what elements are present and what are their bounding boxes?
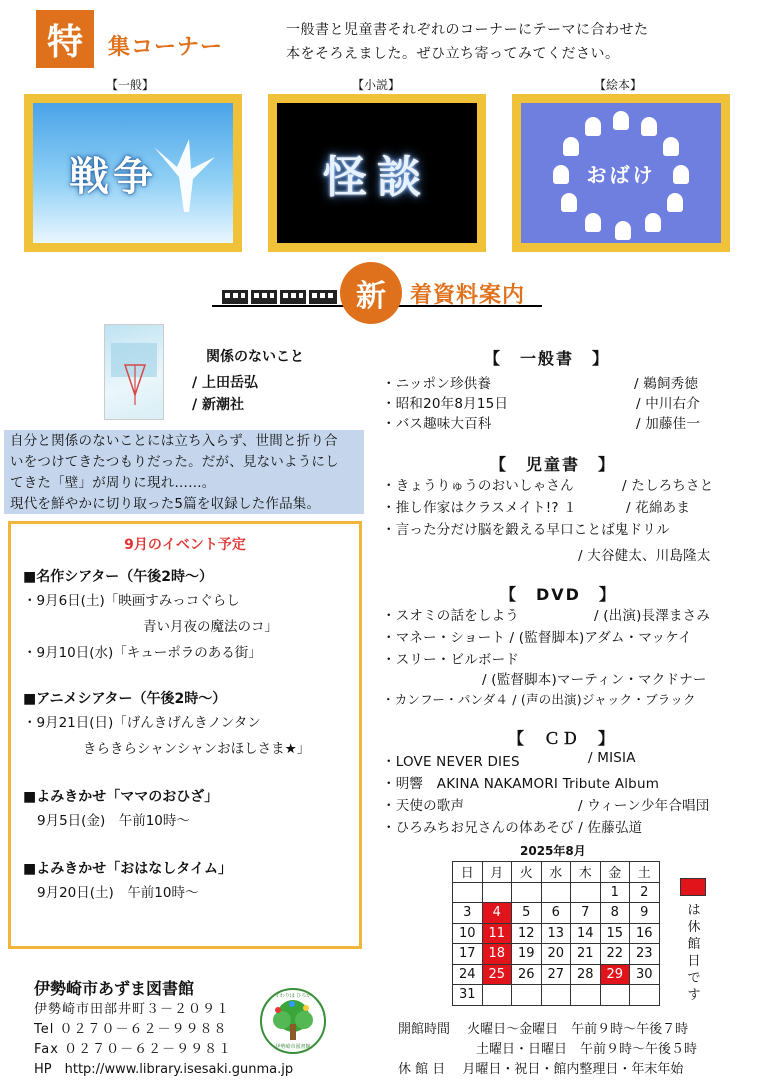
calendar-weekday: 日	[453, 862, 483, 883]
event-heading: ■名作シアター（午後2時～）	[23, 569, 213, 585]
feature-ghost-story-title: 怪談	[323, 152, 431, 203]
calendar-weekday: 土	[630, 862, 660, 883]
featured-book-author: / 上田岳弘	[192, 375, 258, 391]
calendar-day: 7	[571, 903, 601, 924]
calendar-day: 19	[512, 944, 542, 965]
calendar-day: 23	[630, 944, 660, 965]
events-title: 9月のイベント予定	[124, 537, 246, 553]
intro-line-2: 本をそろえました。ぜひ立ち寄ってみてください。	[286, 46, 620, 62]
list-item: ・ニッポン珍供養 / 鵜飼秀徳	[382, 376, 699, 392]
event-line: 9月5日(金) 午前10時～	[37, 813, 190, 829]
event-heading: ■アニメシアター（午後2時～）	[23, 691, 227, 707]
calendar-weekday: 月	[482, 862, 512, 883]
intro-text	[286, 18, 726, 66]
featured-book-description	[4, 430, 364, 514]
ghost-icon	[615, 221, 631, 240]
event-heading: ■よみきかせ「ママのおひざ」	[23, 789, 219, 805]
desc-line: 自分と関係のないことには立ち入らず、世間と折り合	[10, 433, 338, 449]
bird-icon	[149, 137, 219, 217]
logo-caption-bottom: 伊勢崎市図書館	[275, 1044, 311, 1050]
logo-caption-top: まずわりは ひろがる	[269, 993, 317, 999]
calendar-day: 21	[571, 944, 601, 965]
section-dvd-heading: 【 DVD 】	[500, 585, 617, 604]
ghost-icon	[613, 111, 629, 130]
calendar-weekday: 金	[600, 862, 630, 883]
desc-line: てきた「壁」が周りに現れ……。	[10, 475, 216, 491]
closed-days: 休 館 日 月曜日・祝日・館内整理日・年末年始	[398, 1062, 684, 1077]
calendar-day	[482, 985, 512, 1006]
opening-hours-weekend: 土曜日・日曜日 午前９時～午後５時	[476, 1042, 698, 1057]
event-line: 青い月夜の魔法のコ」	[143, 619, 278, 635]
ghost-icon	[585, 213, 601, 232]
calendar-day	[541, 985, 571, 1006]
list-item: ・言った分だけ脳を鍛える早口ことば鬼ドリル	[382, 522, 670, 538]
calendar-day: 12	[512, 923, 542, 944]
list-item: ・天使の歌声 / ウィーン少年合唱団	[382, 798, 710, 814]
library-tel: Tel ０２７０－６２－９９８８	[34, 1022, 228, 1037]
calendar-day-closed: 11	[482, 923, 512, 944]
calendar-day	[630, 985, 660, 1006]
calendar-day-closed: 25	[482, 964, 512, 985]
section-cd-heading: 【 ＣＤ 】	[508, 729, 617, 748]
ghost-icon	[563, 137, 579, 156]
ghost-icon	[553, 165, 569, 184]
ghost-icon	[641, 117, 657, 136]
list-item: ・マネー・ショート / (監督脚本)アダム・マッケイ	[382, 630, 692, 646]
calendar-day: 17	[453, 944, 483, 965]
library-homepage: HP http://www.library.isesaki.gunma.jp	[34, 1062, 294, 1077]
calendar-weekday: 木	[571, 862, 601, 883]
feature-obake-frame	[512, 94, 730, 252]
list-item: ・カンフー・パンダ４ / (声の出演)ジャック・ブラック	[382, 692, 696, 707]
list-item: ・ひろみちお兄さんの体あそび / 佐藤弘道	[382, 820, 643, 836]
calendar	[452, 861, 660, 1006]
category-label-general: 【一般】	[105, 78, 154, 92]
calendar-weekday: 水	[541, 862, 571, 883]
calendar-day: 6	[541, 903, 571, 924]
feature-obake-cover	[521, 103, 721, 243]
feature-ghost-story-cover	[277, 103, 477, 243]
list-item: ・昭和20年8月15日 / 中川右介	[382, 396, 701, 412]
calendar-day: 14	[571, 923, 601, 944]
calendar-day-closed: 4	[482, 903, 512, 924]
calendar-day	[453, 882, 483, 903]
calendar-day: 15	[600, 923, 630, 944]
calendar-weekday: 火	[512, 862, 542, 883]
list-item: ・スオミの話をしよう / (出演)長澤まさみ	[382, 608, 711, 624]
library-address: 伊勢崎市田部井町３－２０９１	[34, 1002, 231, 1017]
calendar-day: 2	[630, 882, 660, 903]
featured-book-title: 関係のないこと	[206, 349, 304, 365]
calendar-day: 1	[600, 882, 630, 903]
calendar-day	[541, 882, 571, 903]
toku-badge: 特	[36, 10, 94, 68]
list-item-author: / 大谷健太、川島隆太	[578, 548, 711, 564]
new-arrivals-title: 着資料案内	[410, 283, 526, 308]
calendar-day: 8	[600, 903, 630, 924]
library-fax: Fax ０２７０－６２－９９８１	[34, 1042, 233, 1057]
closed-legend-swatch	[680, 878, 706, 896]
event-heading: ■よみきかせ「おはなしタイム」	[23, 861, 232, 877]
event-line: きらきらシャンシャンおほしさま★」	[83, 741, 311, 757]
list-item: ・明響 AKINA NAKAMORI Tribute Album	[382, 776, 660, 792]
ghost-icon	[663, 137, 679, 156]
calendar-day: 9	[630, 903, 660, 924]
calendar-day: 28	[571, 964, 601, 985]
feature-obake-title: おばけ	[586, 162, 656, 187]
calendar-day: 13	[541, 923, 571, 944]
feature-ghost-story-frame	[268, 94, 486, 252]
calendar-day	[512, 985, 542, 1006]
ghost-icon	[561, 193, 577, 212]
desc-line: 現代を鮮やかに切り取った5篇を収録した作品集。	[10, 496, 321, 512]
calendar-day: 26	[512, 964, 542, 985]
calendar-day	[512, 882, 542, 903]
category-label-picturebook: 【絵本】	[593, 78, 642, 92]
section-general-heading: 【 一般書 】	[484, 349, 611, 368]
featured-book-publisher: / 新潮社	[192, 397, 244, 413]
feature-war-frame	[24, 94, 242, 252]
intro-line-1: 一般書と児童書それぞれのコーナーにテーマに合わせた	[286, 22, 649, 38]
ghost-icon	[667, 193, 683, 212]
list-item: ・きょうりゅうのおいしゃさん / たしろちさと	[382, 478, 714, 494]
ghost-icon	[585, 117, 601, 136]
calendar-day-closed: 29	[600, 964, 630, 985]
calendar-day: 22	[600, 944, 630, 965]
event-line: ・9月6日(土)「映画すみっコぐらし	[23, 593, 240, 609]
event-line: ・9月21日(日)「げんきげんきノンタン	[23, 715, 261, 731]
library-name: 伊勢崎市あずま図書館	[34, 979, 195, 998]
category-label-novel: 【小説】	[351, 78, 400, 92]
desc-line: いをつけてきたつもりだった。だが、見ないようにし	[10, 454, 339, 470]
calendar-day	[600, 985, 630, 1006]
calendar-day: 3	[453, 903, 483, 924]
ghost-icon	[673, 165, 689, 184]
feature-war-title: 戦争	[69, 153, 157, 200]
closed-legend-text: は 休 館 日 で す	[687, 903, 701, 1003]
calendar-day: 27	[541, 964, 571, 985]
calendar-day: 24	[453, 964, 483, 985]
library-logo	[260, 988, 326, 1054]
list-item: ・スリー・ビルボード	[382, 652, 519, 668]
event-line: 9月20日(土) 午前10時～	[37, 885, 199, 901]
list-item: ・推し作家はクラスメイト!? １ / 花綿あま	[382, 500, 691, 516]
calendar-day	[571, 882, 601, 903]
featured-book-cover	[104, 324, 164, 420]
events-box	[8, 521, 362, 949]
opening-hours-weekday: 開館時間 火曜日～金曜日 午前９時～午後７時	[398, 1022, 689, 1037]
calendar-day	[482, 882, 512, 903]
calendar-day: 31	[453, 985, 483, 1006]
calendar-day-closed: 18	[482, 944, 512, 965]
section-kids-heading: 【 児童書 】	[490, 455, 617, 474]
list-item-author: / (監督脚本)マーティン・マクドナー	[482, 672, 707, 688]
calendar-day: 20	[541, 944, 571, 965]
calendar-day: 5	[512, 903, 542, 924]
event-line: ・9月10日(水)「キューポラのある街」	[23, 645, 262, 661]
special-corner-title: 集コーナー	[108, 35, 224, 60]
ghost-icon	[645, 213, 661, 232]
list-item: ・バス趣味大百科 / 加藤佳一	[382, 416, 701, 432]
calendar-title: 2025年8月	[520, 844, 586, 858]
calendar-day: 10	[453, 923, 483, 944]
shin-badge: 新	[340, 262, 402, 324]
list-item: ・LOVE NEVER DIES / MISIA	[382, 750, 636, 770]
calendar-day	[571, 985, 601, 1006]
calendar-day: 16	[630, 923, 660, 944]
calendar-day: 30	[630, 964, 660, 985]
feature-war-cover	[33, 103, 233, 243]
